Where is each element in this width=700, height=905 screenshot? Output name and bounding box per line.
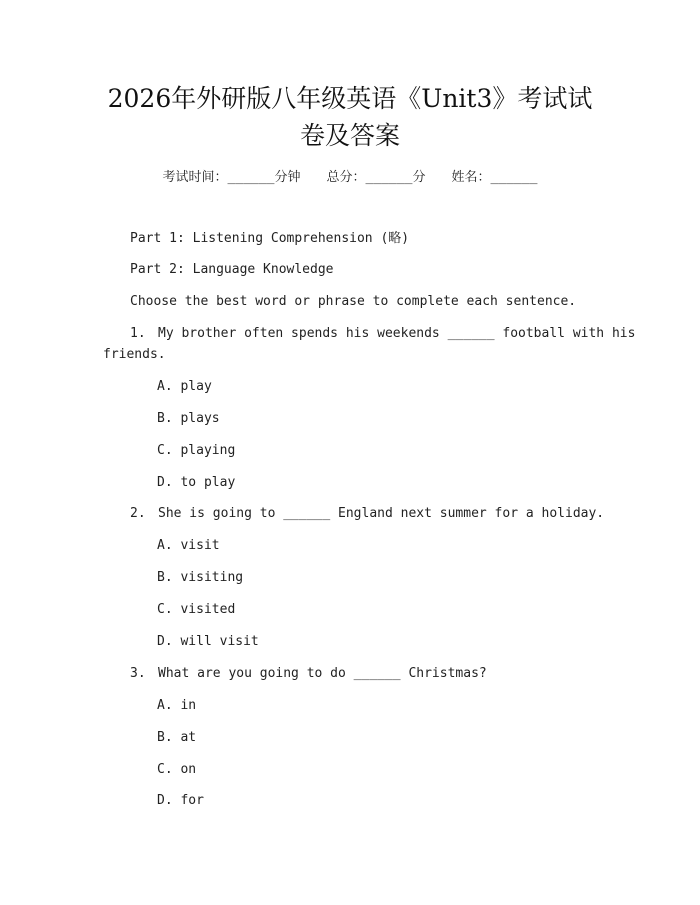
question-3 (130, 664, 487, 684)
student-name-field: 姓名：______ (451, 170, 538, 185)
part1-heading: Part 1: Listening Comprehension (略) (130, 231, 410, 246)
question-1 (130, 324, 635, 344)
option-2c: C. visited (157, 602, 236, 617)
option-3a: A. in (157, 698, 197, 713)
option-2a: A. visit (157, 538, 220, 553)
question-text: What are you going to do ______ Christmas? (158, 666, 487, 681)
question-number: 3. (130, 666, 146, 681)
question-text: She is going to ______ England next summer for a holiday. (158, 506, 605, 521)
option-1a: A. play (157, 379, 212, 394)
exam-time-field: 考试时间：______分钟 (162, 170, 301, 185)
question-number: 2. (130, 506, 146, 521)
option-3b: B. at (157, 730, 197, 745)
exam-title-line1: 2026年外研版八年级英语《Unit3》考试试 (107, 84, 593, 113)
question-number: 1. (130, 326, 146, 341)
option-2b: B. visiting (157, 570, 244, 585)
question-2 (130, 504, 604, 524)
part2-heading: Part 2: Language Knowledge (130, 262, 334, 277)
option-3c: C. on (157, 762, 197, 777)
exam-meta-row (0, 168, 700, 188)
question-1-continuation: friends. (103, 347, 166, 362)
option-2d: D. will visit (157, 634, 259, 649)
instruction-text: Choose the best word or phrase to complete each sentence. (130, 294, 577, 309)
exam-title-line2: 卷及答案 (299, 121, 400, 150)
option-1c: C. playing (157, 443, 236, 458)
option-3d: D. for (157, 793, 204, 808)
option-1d: D. to play (157, 475, 236, 490)
question-text: My brother often spends his weekends ______ football with his (158, 326, 636, 341)
total-score-field: 总分：______分 (326, 170, 426, 185)
option-1b: B. plays (157, 411, 220, 426)
